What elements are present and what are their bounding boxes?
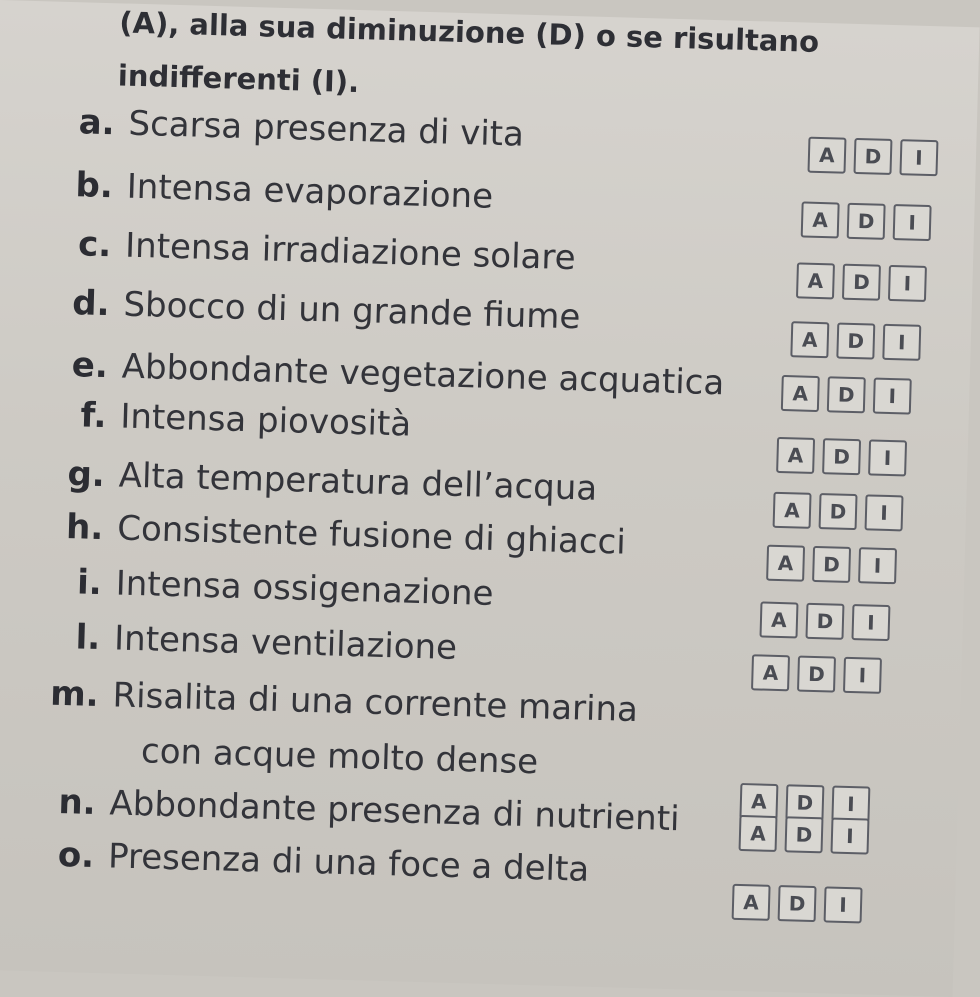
item-letter: o. <box>57 834 95 876</box>
answer-box-d[interactable]: D <box>785 784 824 821</box>
item-text: Intensa irradiazione solare <box>124 225 577 279</box>
answer-box-d[interactable]: D <box>812 546 851 583</box>
item-text: Intensa ossigenazione <box>115 563 495 615</box>
answer-box-d[interactable]: D <box>822 438 861 475</box>
item-letter: n. <box>57 781 97 823</box>
answer-box-i[interactable]: I <box>831 786 870 823</box>
answer-box-a[interactable]: A <box>776 437 815 474</box>
item-letter: h. <box>65 507 104 549</box>
item-letter: l. <box>75 617 101 659</box>
item-letter: a. <box>78 102 116 144</box>
item-text: Sbocco di un grande fiume <box>122 284 581 338</box>
item-letter: b. <box>75 165 114 207</box>
answer-boxes <box>781 375 912 415</box>
answer-box-i[interactable]: I <box>858 547 897 584</box>
instruction-line-2: indifferenti (I). <box>117 58 360 100</box>
answer-boxes <box>796 262 927 302</box>
answer-box-a[interactable]: A <box>796 262 835 299</box>
item-text-continuation: con acque molto dense <box>140 731 539 783</box>
answer-box-d[interactable]: D <box>778 885 817 922</box>
answer-box-a[interactable]: A <box>732 884 771 921</box>
item-text: Scarsa presenza di vita <box>128 103 525 155</box>
item-letter: c. <box>77 224 112 266</box>
answer-box-d[interactable]: D <box>827 376 866 413</box>
answer-box-a[interactable]: A <box>739 783 778 820</box>
answer-box-a[interactable]: A <box>766 545 805 582</box>
answer-boxes <box>790 321 921 361</box>
item-text: Abbondante presenza di nutrienti <box>109 783 681 840</box>
instruction-line-1: (A), alla sua diminuzione (D) o se risultano <box>118 5 820 59</box>
answer-box-d[interactable]: D <box>785 816 824 853</box>
answer-box-a[interactable]: A <box>759 601 798 638</box>
item-text: Presenza di una foce a delta <box>107 836 590 890</box>
item-text: Abbondante vegetazione acquatica <box>121 346 725 404</box>
answer-boxes <box>807 137 938 177</box>
answer-boxes <box>773 492 904 532</box>
answer-box-d[interactable]: D <box>797 656 836 693</box>
answer-box-a[interactable]: A <box>807 137 846 174</box>
answer-box-a[interactable]: A <box>739 815 778 852</box>
answer-box-i[interactable]: I <box>843 657 882 694</box>
item-text: Consistente fusione di ghiacci <box>116 508 627 563</box>
answer-box-i[interactable]: I <box>899 139 938 176</box>
answer-box-i[interactable]: I <box>851 604 890 641</box>
item-text: Intensa ventilazione <box>113 618 458 669</box>
item-letter: g. <box>66 454 106 496</box>
item-text: Intensa evaporazione <box>126 166 494 217</box>
answer-boxes <box>759 601 890 641</box>
item-letter: m. <box>49 673 100 716</box>
answer-box-d[interactable]: D <box>847 203 886 240</box>
answer-box-a[interactable]: A <box>801 201 840 238</box>
answer-boxes <box>766 545 897 585</box>
answer-boxes <box>776 437 907 477</box>
answer-box-i[interactable]: I <box>868 439 907 476</box>
answer-box-i[interactable]: I <box>873 378 912 415</box>
answer-boxes <box>751 654 882 694</box>
answer-box-i[interactable]: I <box>882 324 921 361</box>
item-letter: d. <box>71 283 111 325</box>
answer-box-d[interactable]: D <box>836 323 875 360</box>
item-text: Alta temperatura dell’acqua <box>118 455 598 509</box>
answer-box-d[interactable]: D <box>842 264 881 301</box>
answer-box-i[interactable]: I <box>893 204 932 241</box>
answer-box-a[interactable]: A <box>751 654 790 691</box>
answer-box-a[interactable]: A <box>773 492 812 529</box>
answer-box-d[interactable]: D <box>805 603 844 640</box>
item-text: Risalita di una corrente marina <box>112 675 639 731</box>
answer-boxes <box>732 884 863 924</box>
answer-box-i[interactable]: I <box>824 886 863 923</box>
answer-boxes <box>739 815 870 855</box>
item-letter: i. <box>76 562 103 604</box>
answer-box-d[interactable]: D <box>853 138 892 175</box>
answer-box-i[interactable]: I <box>830 818 869 855</box>
answer-boxes <box>801 201 932 241</box>
answer-box-i[interactable]: I <box>888 265 927 302</box>
answer-box-d[interactable]: D <box>819 493 858 530</box>
item-text: Intensa piovosità <box>119 396 412 445</box>
item-letter: f. <box>80 395 107 437</box>
item-letter: e. <box>71 345 109 387</box>
answer-box-a[interactable]: A <box>790 321 829 358</box>
answer-box-i[interactable]: I <box>865 494 904 531</box>
answer-box-a[interactable]: A <box>781 375 820 412</box>
